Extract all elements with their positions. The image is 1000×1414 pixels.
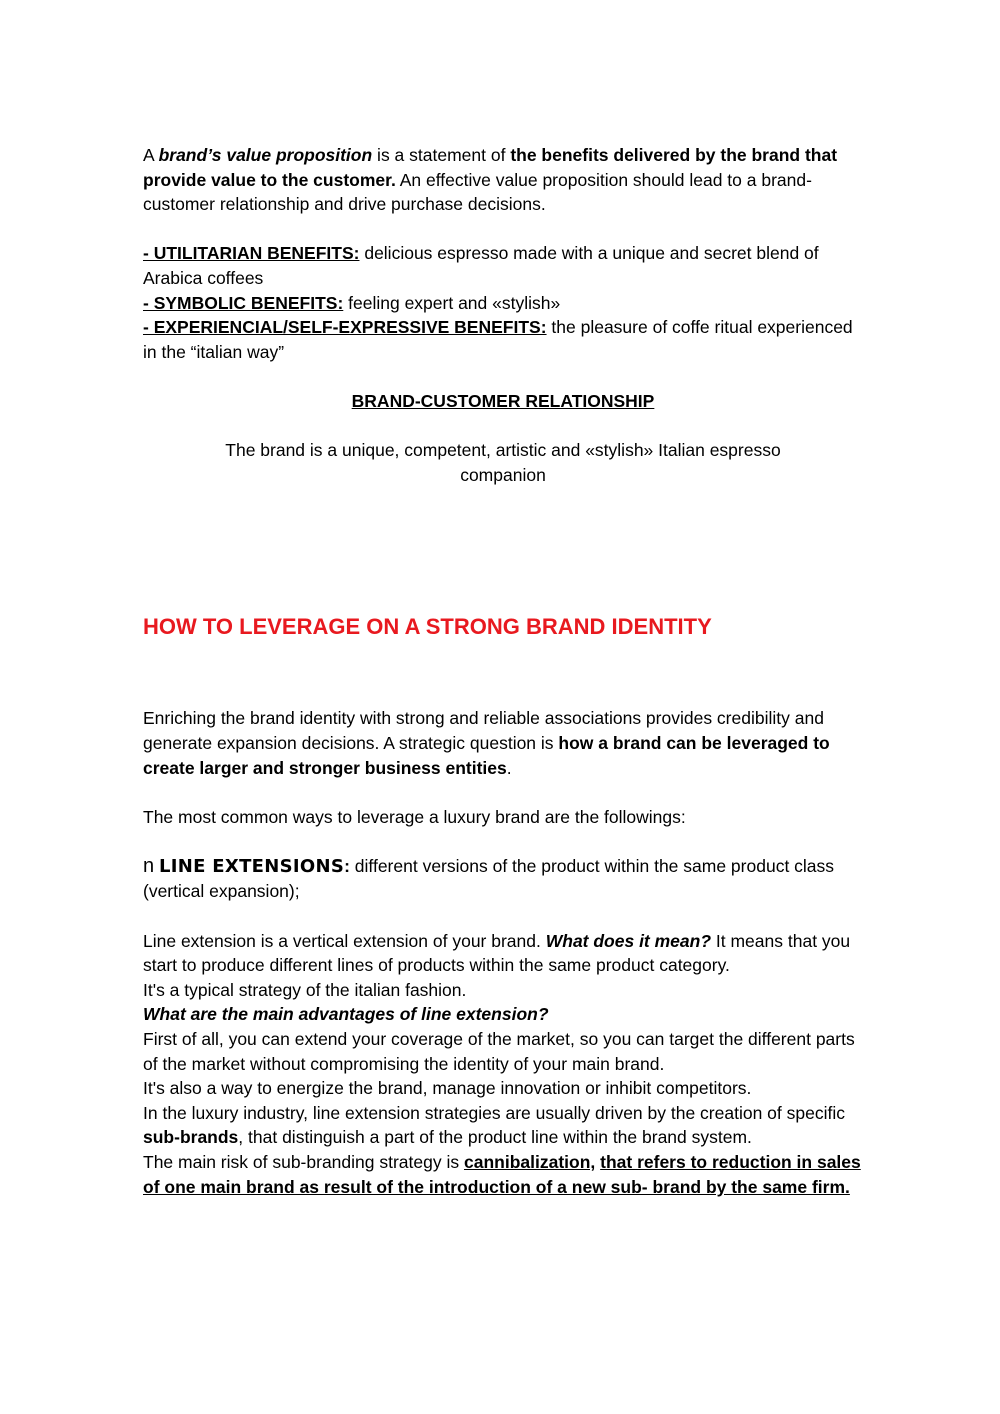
coverage-paragraph: First of all, you can extend your coverage of the market, so you can target the different parts of the market without compromising the identity of your main brand.	[143, 1029, 855, 1074]
text-run: Line extension is a vertical extension of your brand.	[143, 930, 546, 951]
benefit-text: the pleasure of coffe ritual experienced in the “italian way”	[143, 317, 853, 362]
page-content	[143, 143, 863, 1199]
benefit-label: - SYMBOLIC BENEFITS:	[143, 292, 344, 313]
advantages-question: What are the main advantages of line extension?	[143, 1004, 549, 1025]
section-heading: HOW TO LEVERAGE ON A STRONG BRAND IDENTITY	[143, 614, 712, 640]
line-extension-meaning	[143, 929, 863, 978]
text-run: In the luxury industry, line extension strategies are usually driven by the creation of specific	[143, 1102, 845, 1123]
bullet-text: different versions of the product within the same product class (vertical expansion);	[143, 855, 835, 902]
relationship-text: The brand is a unique, competent, artistic and «stylish» Italian espresso companion	[225, 440, 781, 485]
relationship-title: BRAND-CUSTOMER RELATIONSHIP	[351, 390, 655, 411]
text-run: Enriching the brand identity with strong and reliable associations provides credibility and generate expansion decisions. A strategic question is	[143, 708, 824, 753]
common-ways-paragraph: The most common ways to leverage a luxury brand are the followings:	[143, 806, 686, 827]
line-extensions-bullet	[143, 854, 863, 904]
enrichment-paragraph	[143, 706, 863, 780]
text-run: is a statement of	[372, 145, 511, 165]
line-extensions-title: LINE EXTENSIONS	[159, 855, 345, 877]
text-run: , that distinguish a part of the product line within the brand system.	[238, 1127, 752, 1148]
question-text: What does it mean?	[545, 930, 712, 951]
cannibalization-paragraph	[143, 1150, 863, 1199]
benefit-symbolic	[143, 291, 863, 316]
definition-bold: the benefits delivered by the brand that provide value to the customer.	[143, 145, 838, 190]
bullet-marker: n	[143, 854, 155, 877]
sub-brands-term: sub-brands	[143, 1127, 239, 1148]
benefit-label: - EXPERIENCIAL/SELF-EXPRESSIVE BENEFITS:	[143, 317, 547, 338]
value-proposition-paragraph	[143, 143, 863, 217]
cannibalization-definition: that refers to reduction in sales of one main brand as result of the introduction of a new sub- brand by the same firm.	[143, 1152, 861, 1197]
benefit-label: - UTILITARIAN BENEFITS:	[143, 243, 360, 264]
text-run: An effective value proposition should lead to a brand-customer relationship and drive purchase decisions.	[143, 169, 812, 215]
italian-fashion-line: It's a typical strategy of the italian fashion.	[143, 979, 467, 1000]
cannibalization-term: cannibalization,	[463, 1152, 596, 1172]
energize-line: It's also a way to energize the brand, manage innovation or inhibit competitors.	[143, 1078, 752, 1099]
benefit-utilitarian	[143, 241, 863, 290]
text-run: :	[344, 855, 350, 876]
benefit-experiential	[143, 315, 863, 364]
text-run: It means that you start to produce different lines of products within the same product category.	[143, 930, 851, 976]
sub-brands-paragraph	[143, 1101, 863, 1150]
text-run: .	[506, 757, 512, 778]
strategic-question-bold: how a brand can be leveraged to create larger and stronger business entities	[143, 732, 830, 778]
text-run: A	[143, 145, 159, 165]
text-run: The main risk of sub-branding strategy is	[143, 1152, 464, 1172]
benefit-text: delicious espresso made with a unique and secret blend of Arabica coffees	[143, 243, 819, 288]
benefit-text: feeling expert and «stylish»	[343, 292, 561, 313]
value-proposition-term: brand’s value proposition	[158, 145, 373, 165]
